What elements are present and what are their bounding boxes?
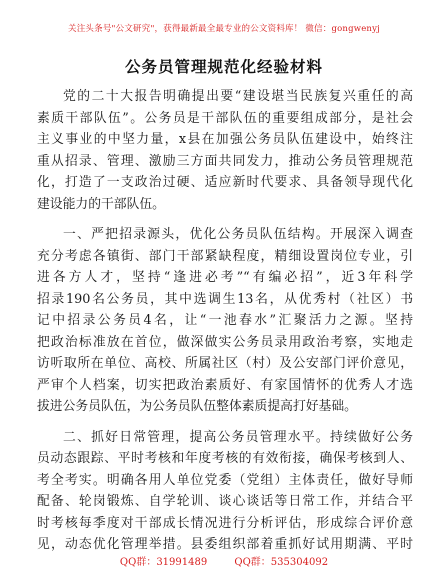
text-line: 见，动态优化管理举措。县委组织部着重抓好试用期满、平时 bbox=[37, 537, 413, 552]
footer-qq-group-2: QQ群：535304092 bbox=[234, 557, 329, 568]
text-line: 时考核每季度对干部成长情况进行分析评估，形成综合评价意 bbox=[37, 515, 413, 531]
paragraph-intro bbox=[37, 86, 413, 215]
text-line: 建设能力的干部队伍。 bbox=[37, 196, 165, 212]
text-line: 员动态跟踪、平时考核和年度考核的有效衔接，确保考核到人、 bbox=[37, 451, 413, 466]
text-line: 党的二十大报告明确提出要“建设堪当民族复兴重任的高 bbox=[63, 89, 413, 104]
footer-contact bbox=[0, 553, 448, 568]
text-line: 化，打造了一支政治过硬、适应新时代要求、具备领导现代化 bbox=[37, 175, 413, 190]
footer-qq-group-1: QQ群：31991489 bbox=[119, 557, 208, 568]
text-line: 考全考实。明确各用人单位党委（党组）主体责任，做好导师 bbox=[37, 472, 413, 488]
text-line: 一、严把招录源头，优化公务员队伍结构。开展深入调查 bbox=[63, 227, 413, 242]
text-line: 访听取所在单位、高校、所属社区（村）及公安部门评价意见， bbox=[37, 356, 413, 371]
text-line: 二、抓好日常管理，提高公务员管理水平。持续做好公务 bbox=[63, 429, 413, 445]
paragraph-recruitment bbox=[37, 224, 413, 418]
text-line: 充分考虑各镇街、部门干部紧缺程度，精细设置岗位专业，引 bbox=[37, 248, 413, 264]
text-line: 把政治标准放在首位，做深做实公务员录用政治考察，实地走 bbox=[37, 334, 413, 350]
document-body bbox=[37, 86, 413, 565]
text-line: 配备、轮岗锻炼、自学轮训、谈心谈话等日常工作，并结合平 bbox=[37, 494, 413, 509]
text-line: 招录190名公务员，其中选调生13名，从优秀村（社区）书 bbox=[37, 291, 413, 307]
text-line: 进各方人才，坚持“逢进必考”“有编必招”，近3年科学 bbox=[37, 270, 413, 285]
text-line: 拔进公务员队伍，为公务员队伍整体素质提高打好基础。 bbox=[37, 399, 357, 414]
top-banner: 关注头条号"公文研究"，获得最新最全最专业的公文资料库！ 微信：gongwenyj bbox=[68, 24, 380, 34]
text-line: 严审个人档案，切实把政治素质好、有家国情怀的优秀人才选 bbox=[37, 377, 413, 393]
document-title: 公务员管理规范化经验材料 bbox=[124, 58, 323, 76]
text-line: 记中招录公务员4名，让“一池春水”汇聚活力之源。坚持 bbox=[37, 313, 413, 328]
paragraph-management bbox=[37, 427, 413, 556]
text-line: 重从招录、管理、激励三方面共同发力，推动公务员管理规范 bbox=[37, 153, 413, 169]
text-line: 素质干部队伍”。公务员是干部队伍的重要组成部分，是社会 bbox=[37, 110, 413, 126]
text-line: 主义事业的中坚力量，x县在加强公务员队伍建设中，始终注 bbox=[37, 132, 413, 147]
